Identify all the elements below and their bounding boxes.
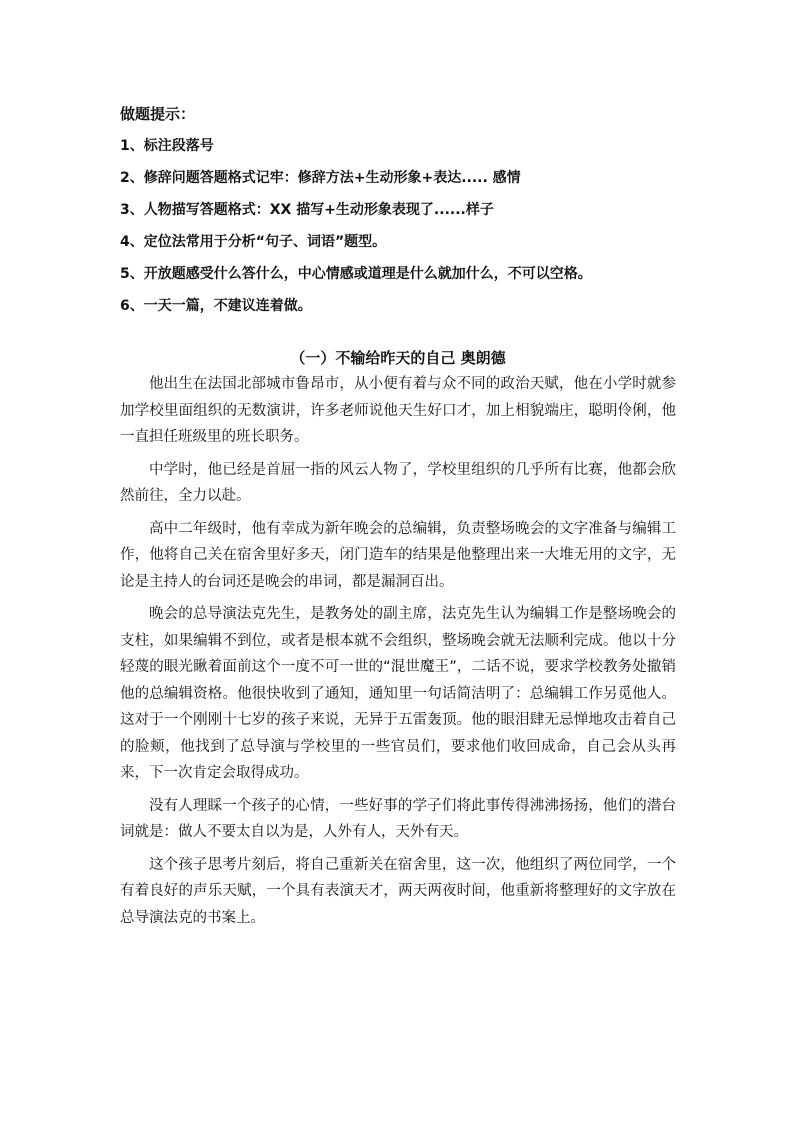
article-paragraph: 没有人理睬一个孩子的心情，一些好事的学子们将此事传得沸沸扬扬，他们的潜台词就是：做人不要太自以为是，人外有人，天外有天。	[120, 797, 676, 840]
article-paragraph: 中学时，他已经是首屈一指的风云人物了，学校里组织的几乎所有比赛，他都会欣然前往，全力以赴。	[120, 461, 676, 504]
tip-item: 4、定位法常用于分析“句子、词语”题型。	[120, 234, 387, 250]
article-paragraph: 这个孩子思考片刻后，将自己重新关在宿舍里，这一次，他组织了两位同学，一个有着良好的声乐天赋，一个具有表演天才，两天两夜时间，他重新将整理好的文字放在总导演法克的书案上。	[120, 856, 676, 926]
article-paragraph: 高中二年级时，他有幸成为新年晚会的总编辑，负责整场晚会的文字准备与编辑工作，他将自己关在宿舍里好多天，闭门造车的结果是他整理出来一大堆无用的文字，无论是主持人的台词还是晚会的串词，都是漏洞百出。	[120, 520, 676, 590]
article-section	[120, 345, 676, 937]
tip-item: 6、一天一篇，不建议连着做。	[120, 298, 312, 314]
article-paragraph: 他出生在法国北部城市鲁昂市，从小便有着与众不同的政治天赋，他在小学时就参加学校里面组织的无数演讲，许多老师说他天生好口才，加上相貌端庄，聪明伶俐，他一直担任班级里的班长职务。	[120, 376, 676, 445]
tips-section	[120, 98, 680, 322]
article-title: （一）不输给昨天的自己	[290, 349, 456, 367]
tip-item: 5、开放题感受什么答什么，中心情感或道理是什么就加什么，不可以空格。	[120, 266, 592, 282]
article-author: 奥朗德	[460, 349, 506, 367]
tip-item: 2、修辞问题答题格式记牢：修辞方法+生动形象+表达..... 感情	[120, 170, 521, 186]
article-paragraph: 晚会的总导演法克先生，是教务处的副主席，法克先生认为编辑工作是整场晚会的支柱，如果编辑不到位，或者是根本就不会组织，整场晚会就无法顺利完成。他以十分轻蔑的眼光瞅着面前这个一度不可一世的“混世魔王”，二话不说，要求学校教务处撤销他的总编辑资格。他很快收到了通知，通知里一句话简洁明了：总编辑工作另觅他人。这对于一个刚刚十七岁的孩子来说，无异于五雷轰顶。他的眼泪肆无忌惮地攻击着自己的脸颊，他找到了总导演与学校里的一些官员们，要求他们收回成命，自己会从头再来，下一次肯定会取得成功。	[120, 606, 676, 781]
tip-item: 1、标注段落号	[120, 138, 214, 154]
article-heading	[120, 345, 676, 371]
tip-item: 3、人物描写答题格式：XX 描写+生动形象表现了......样子	[120, 202, 494, 218]
tips-title: 做题提示：	[120, 105, 196, 123]
